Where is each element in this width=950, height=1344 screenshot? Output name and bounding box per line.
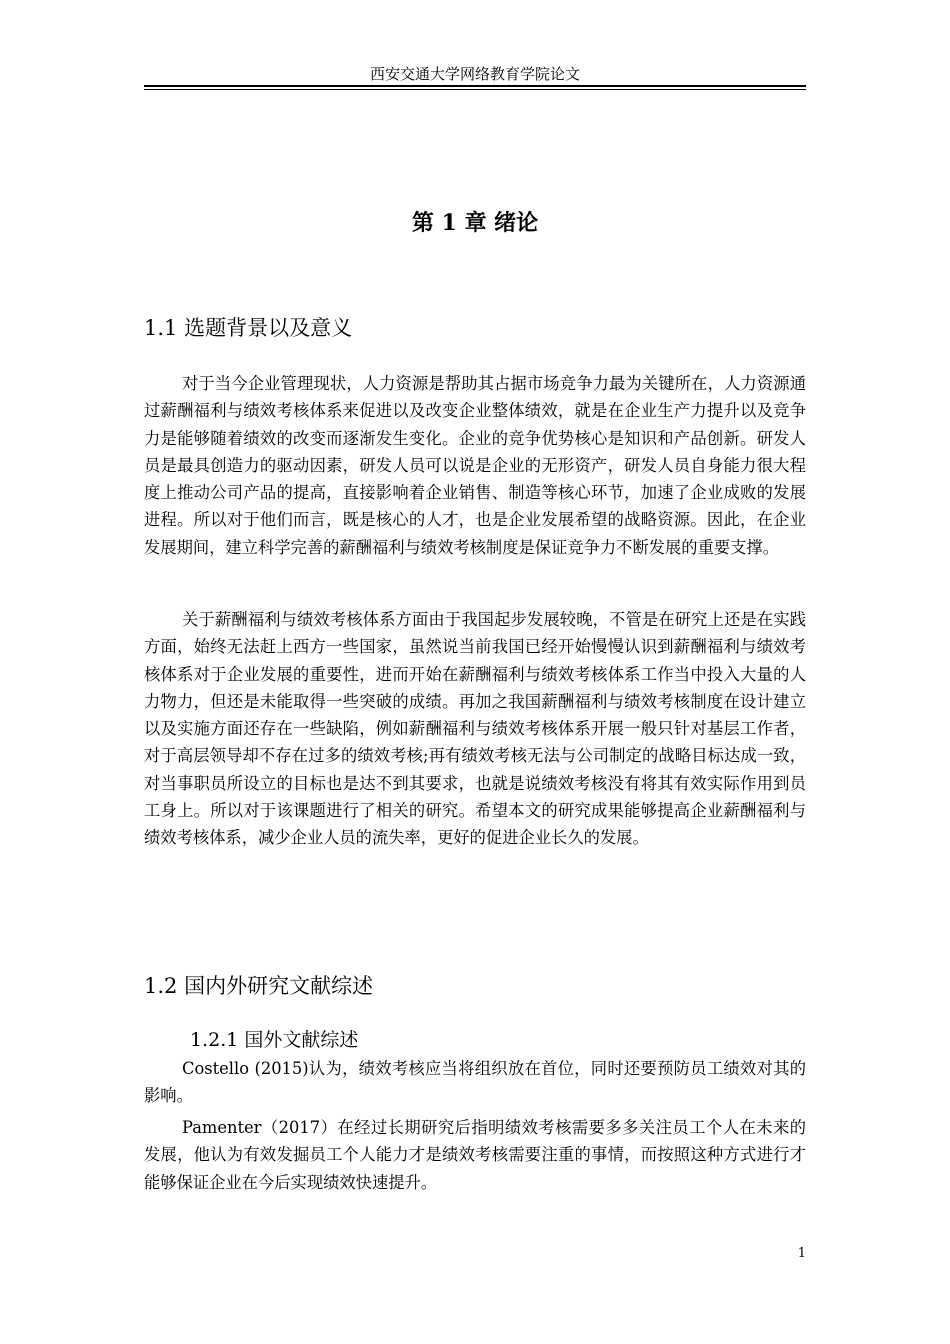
running-header: 西安交通大学网络教育学院论文	[369, 65, 580, 83]
subsection-heading-1-2-1: 1.2.1 国外文献综述	[190, 1029, 359, 1051]
paragraph-research-motivation: 关于薪酬福利与绩效考核体系方面由于我国起步发展较晚，不管是在研究上还是在实践方面，始终无法赶上西方一些国家，虽然说当前我国已经开始慢慢认识到薪酬福利与绩效考核体系对于企业发展的重要性，进而开始在薪酬福利与绩效考核体系工作当中投入大量的人力物力，但还是未能取得一些突破的成绩。再加之我国薪酬福利与绩效考核制度在设计建立以及实施方面还存在一些缺陷，例如薪酬福利与绩效考核体系开展一般只针对基层工作者，对于高层领导却不存在过多的绩效考核;再有绩效考核无法与公司制定的战略目标达成一致，对当事职员所设立的目标也是达不到其要求，也就是说绩效考核没有将其有效实际作用到员工身上。所以对于该课题进行了相关的研究。希望本文的研究成果能够提高企业薪酬福利与绩效考核体系，减少企业人员的流失率，更好的促进企业长久的发展。	[144, 610, 806, 848]
paragraph-background: 对于当今企业管理现状，人力资源是帮助其占据市场竞争力最为关键所在，人力资源通过薪酬福利与绩效考核体系来促进以及改变企业整体绩效，就是在企业生产力提升以及竞争力是能够随着绩效的改变而逐渐发生变化。企业的竞争优势核心是知识和产品创新。研发人员是最具创造力的驱动因素，研发人员可以说是企业的无形资产，研发人员自身能力很大程度上推动公司产品的提高，直接影响着企业销售、制造等核心环节，加速了企业成败的发展进程。所以对于他们而言，既是核心的人才，也是企业发展希望的战略资源。因此，在企业发展期间，建立科学完善的薪酬福利与绩效考核制度是保证竞争力不断发展的重要支撑。	[144, 374, 806, 557]
header-rule-thin	[144, 89, 806, 90]
paragraph-costello: Costello (2015)认为，绩效考核应当将组织放在首位，同时还要预防员工绩效对其的影响。	[144, 1059, 806, 1106]
chapter-title: 第 1 章 绪论	[411, 210, 539, 236]
page-number: 1	[797, 1246, 806, 1261]
section-heading-1-1: 1.1 选题背景以及意义	[144, 316, 353, 340]
paragraph-pamenter: Pamenter（2017）在经过长期研究后指明绩效考核需要多多关注员工个人在未来的发展，他认为有效发掘员工个人能力才是绩效考核需要注重的事情，而按照这种方式进行才能够保证企业在今后实现绩效快速提升。	[144, 1118, 806, 1192]
section-heading-1-2: 1.2 国内外研究文献综述	[144, 974, 374, 998]
header-rule-thick	[144, 85, 806, 87]
